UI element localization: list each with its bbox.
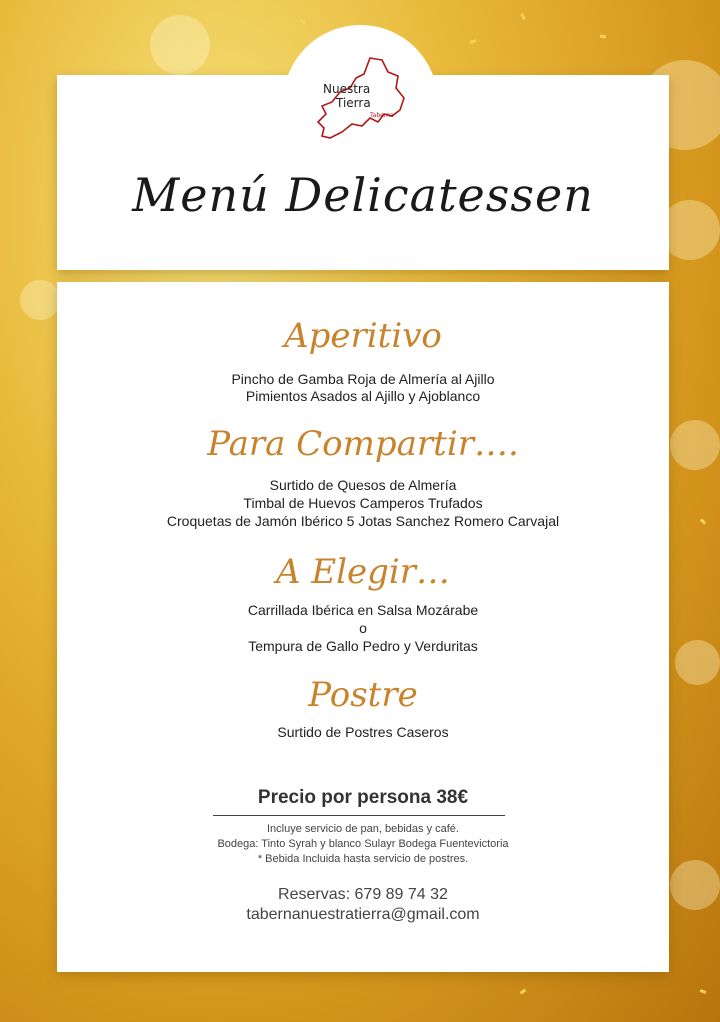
note-line: Bodega: Tinto Syrah y blanco Sulayr Bodega Fuentevictoria bbox=[217, 838, 509, 850]
menu-item: Surtido de Quesos de Almería bbox=[269, 477, 457, 493]
confetti bbox=[520, 13, 526, 20]
note-line: * Bebida Incluida hasta servicio de postres. bbox=[257, 853, 469, 865]
bokeh-light bbox=[670, 420, 720, 470]
menu-item: Tempura de Gallo Pedro y Verduritas bbox=[248, 638, 478, 654]
note-line: Incluye servicio de pan, bebidas y café. bbox=[266, 823, 459, 835]
menu-item: Surtido de Postres Caseros bbox=[277, 724, 449, 740]
confetti bbox=[700, 989, 707, 994]
menu-item: o bbox=[359, 620, 367, 636]
confetti bbox=[520, 989, 527, 995]
reservation-email: tabernanuestratierra@gmail.com bbox=[246, 906, 480, 923]
section-title-para-compartir: Para Compartir…. bbox=[207, 424, 519, 464]
menu-item: Pimientos Asados al Ajillo y Ajoblanco bbox=[245, 388, 481, 404]
reservation-phone: Reservas: 679 89 74 32 bbox=[278, 886, 448, 903]
bokeh-light bbox=[20, 280, 60, 320]
bokeh-light bbox=[660, 200, 720, 260]
menu-item: Croquetas de Jamón Ibérico 5 Jotas Sanchez Romero Carvajal bbox=[166, 513, 560, 529]
logo-line-3: Taberna bbox=[370, 112, 394, 119]
menu-item: Carrillada Ibérica en Salsa Mozárabe bbox=[247, 602, 479, 618]
confetti bbox=[300, 19, 307, 25]
confetti bbox=[600, 35, 606, 39]
price: Precio por persona 38€ bbox=[257, 787, 469, 808]
logo bbox=[300, 52, 420, 147]
section-title-aperitivo: Aperitivo bbox=[284, 316, 442, 356]
section-title-a-elegir: A Elegir… bbox=[275, 552, 451, 592]
confetti bbox=[470, 39, 477, 44]
menu-item: Pincho de Gamba Roja de Almería al Ajillo bbox=[231, 371, 495, 387]
confetti bbox=[700, 518, 706, 524]
logo-line-2: Tierra bbox=[336, 96, 371, 110]
menu-item: Timbal de Huevos Camperos Trufados bbox=[243, 495, 483, 511]
bokeh-light bbox=[670, 860, 720, 910]
bokeh-light bbox=[150, 15, 210, 75]
bokeh-light bbox=[675, 640, 720, 685]
logo-line-1: Nuestra bbox=[323, 82, 371, 96]
section-title-postre: Postre bbox=[308, 675, 418, 715]
price-divider bbox=[213, 815, 505, 816]
menu-title: Menú Delicatessen bbox=[132, 168, 594, 222]
